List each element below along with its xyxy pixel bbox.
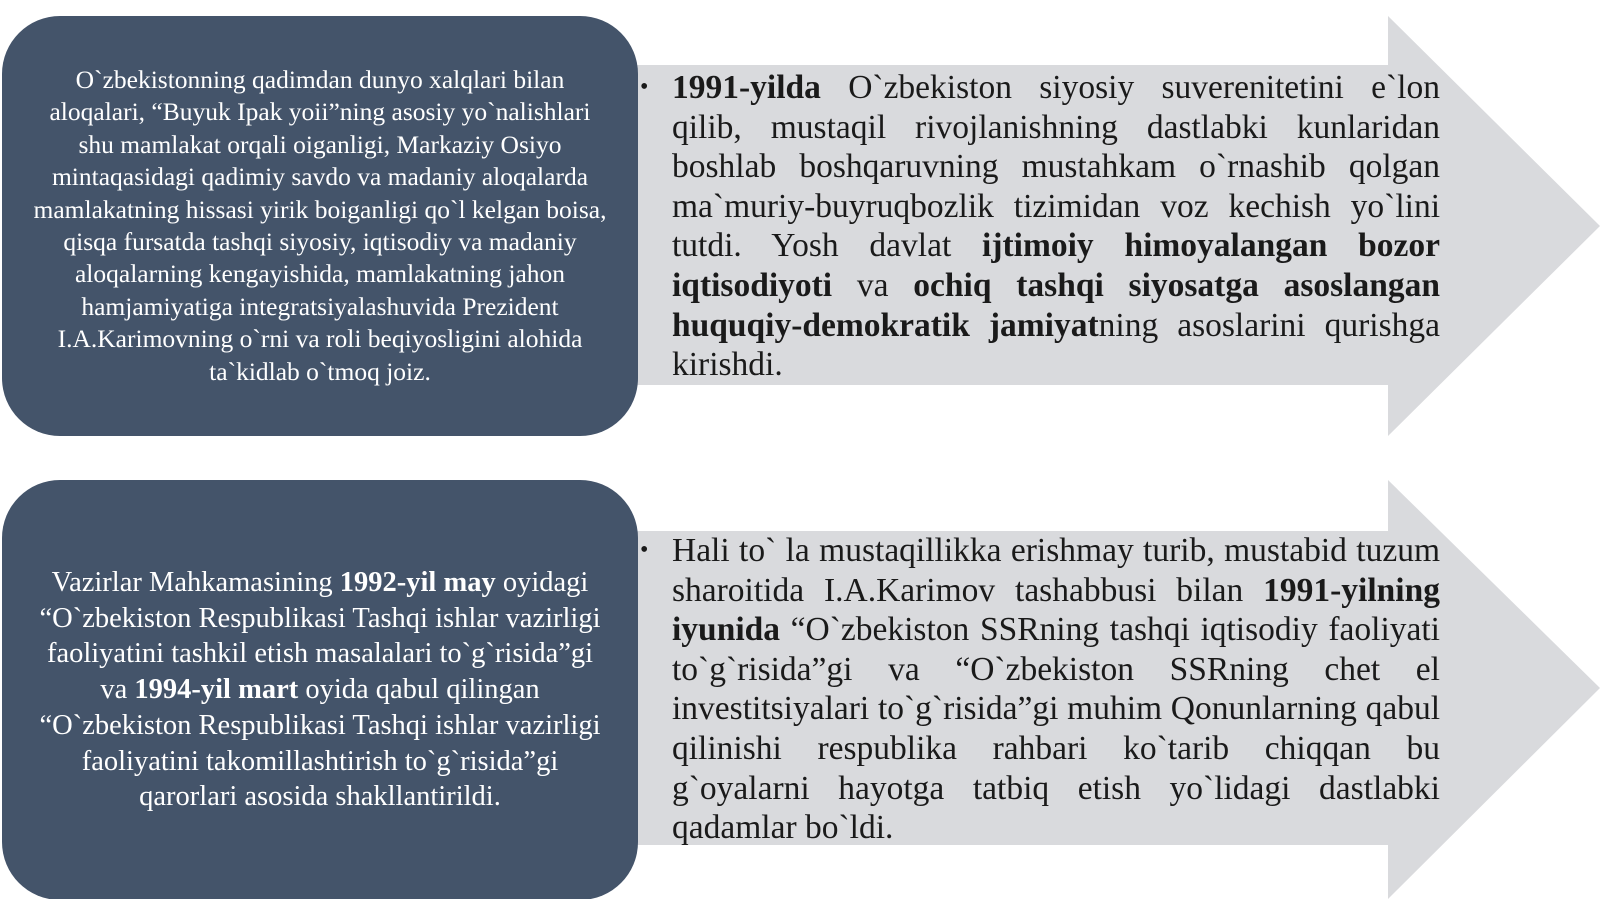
arrow-text-1-body bbox=[672, 68, 1440, 385]
info-box-1-text bbox=[30, 64, 610, 388]
bullet-marker-2: • bbox=[640, 537, 649, 563]
bold-segment-0: 1991-yilda bbox=[672, 69, 821, 106]
bullet-marker-1: • bbox=[640, 74, 649, 100]
arrow-text-2-body bbox=[672, 531, 1440, 848]
text-segment-0: Hali to` la mustaqillikka erishmay turib, mustabid tuzum sharoitida I.A.Karimov tashabbusi bilan bbox=[672, 532, 1440, 609]
text-segment-1: O`zbekiston siyosiy suverenitetini e`lon qilib, mustaqil rivojlanishning dastlabki kunlaridan boshlab boshqaruvning mustahkam o`rnashib qolgan ma`muriy-buyruqbozlik tizimidan voz kechish yo`lini tutdi. Yosh davlat bbox=[672, 69, 1440, 265]
bold-segment-1: 1992-yil may bbox=[339, 566, 496, 598]
text-segment-0: Vazirlar Mahkamasining bbox=[51, 566, 340, 598]
text-segment-2: “O`zbekiston SSRning tashqi iqtisodiy faoliyati to`g`risida”gi va “O`zbekiston SSRning chet el investitsiyalari to`g`risida”gi muhim Qonunlarning qabul qilinishi respublika rahbari ko`tarib chiqqan bu g`oyalarni hayotga tatbiq etish yo`lidagi dastlabki qadamlar bo`ldi. bbox=[672, 611, 1440, 847]
text-segment-5: ning asoslarini qurishga kirishdi. bbox=[672, 306, 1440, 384]
text-segment-3: va bbox=[832, 266, 914, 304]
info-box-2-text bbox=[32, 565, 608, 816]
arrow-text-2 bbox=[640, 531, 1440, 848]
info-box-2 bbox=[2, 480, 638, 899]
bold-segment-4: ochiq tashqi siyosatga asoslangan huquqiy-demokratik jamiyat bbox=[672, 266, 1440, 344]
arrow-text-1 bbox=[640, 68, 1440, 385]
info-box-1 bbox=[2, 16, 638, 436]
bold-segment-2: ijtimoiy himoyalangan bozor iqtisodiyoti bbox=[672, 227, 1440, 304]
text-segment-2: oyidagi “O`zbekiston Respublikasi Tashqi ishlar vazirligi faoliyatini tashkil etish masalalari to`g`risida”gi va bbox=[39, 566, 601, 706]
text-segment-0: O`zbekistonning qadimdan dunyo xalqlari bilan aloqalari, “Buyuk Ipak yoii”ning asosiy yo`nalishlari shu mamlakat orqali oiganligi, Markaziy Osiyo mintaqasidagi qadimiy savdo va madaniy aloqalarda mamlakatning hissasi yirik boiganligi qo`l kelgan boisa, qisqa fursatda tashqi siyosiy, iqtisodiy va madaniy aloqalarning kengayishida, mamlakatning jahon hamjamiyatiga integratsiyalashuvida Prezident I.A.Karimovning o`rni va roli beqiyosligini alohida ta`kidlab o`tmoq joiz. bbox=[33, 64, 607, 386]
text-segment-4: oyida qabul qilingan “O`zbekiston Respublikasi Tashqi ishlar vazirligi faoliyatini takomillashtirish to`g`risida”gi qarorlari asosida shakllantirildi. bbox=[39, 674, 601, 813]
bold-segment-1: 1991-yilning iyunida bbox=[672, 571, 1440, 649]
bold-segment-3: 1994-yil mart bbox=[134, 674, 299, 706]
